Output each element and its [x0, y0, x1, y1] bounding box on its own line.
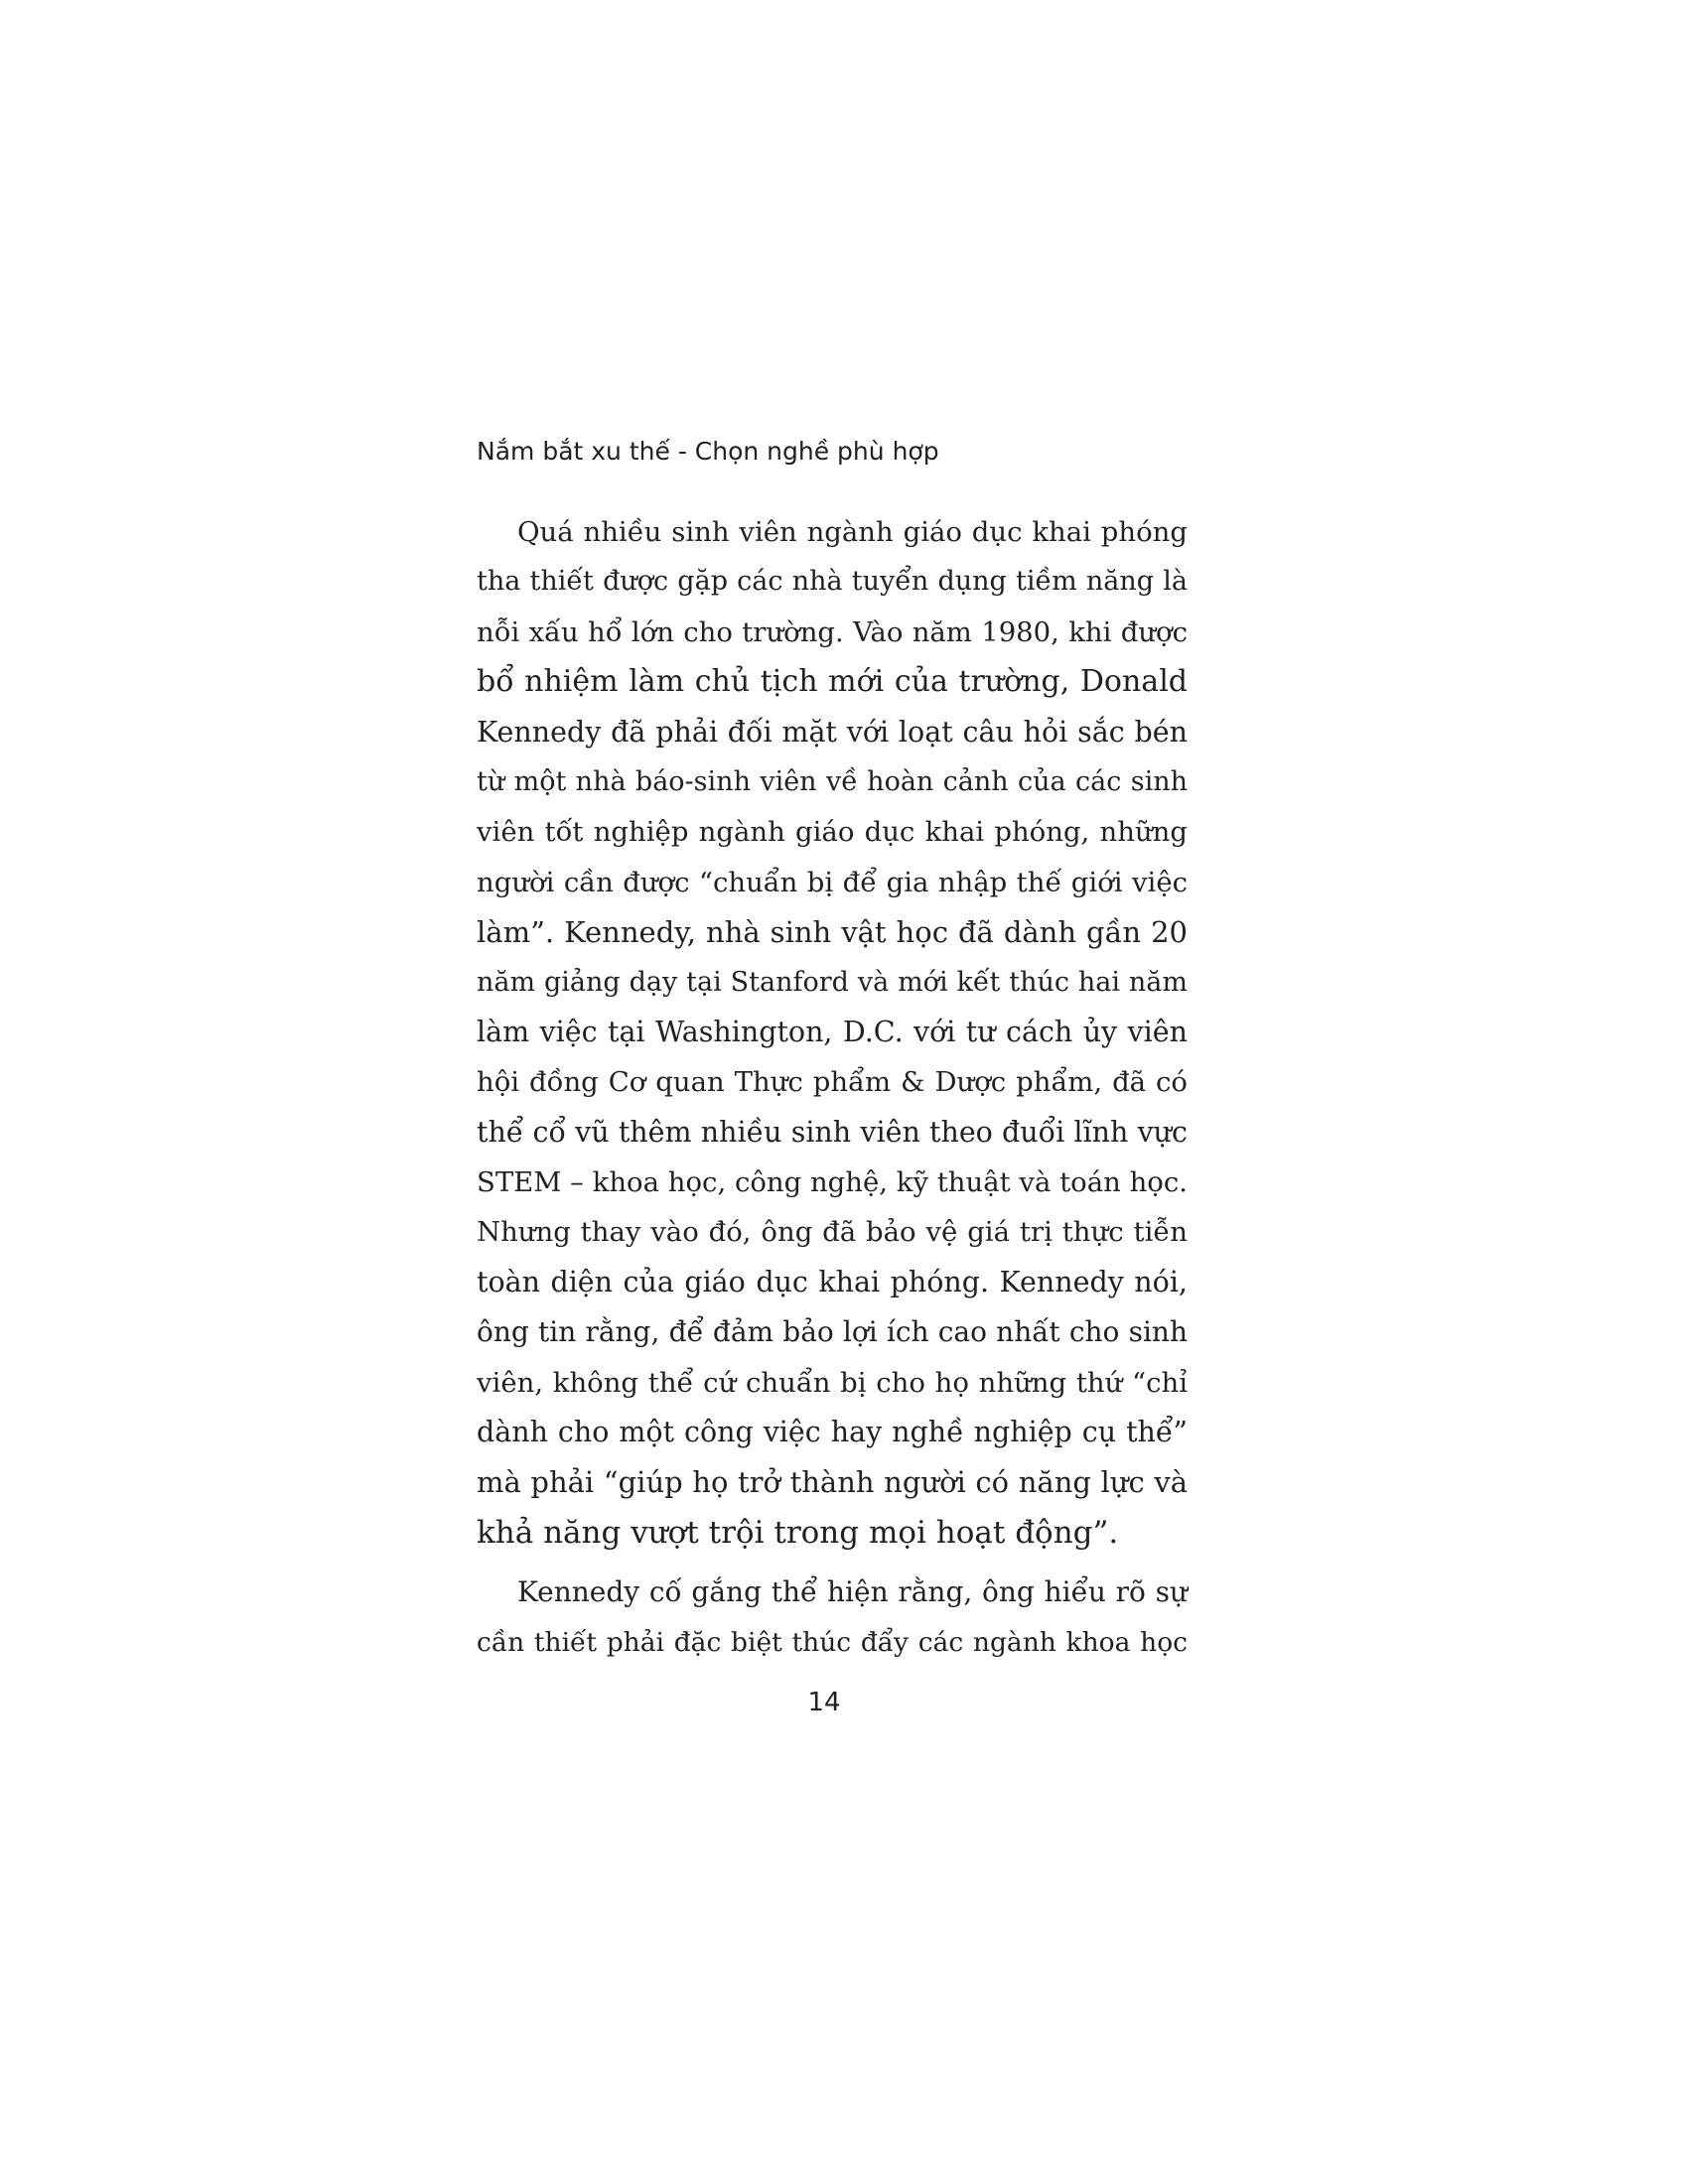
- text-line: người cần được “chuẩn bị để gia nhập thế giới việc: [477, 866, 1188, 898]
- running-header: Nắm bắt xu thế - Chọn nghề phù hợp: [477, 437, 939, 466]
- paragraph-2: [477, 1568, 1188, 1668]
- paragraph-spacer: [477, 1558, 1188, 1568]
- page-number: 14: [807, 1688, 841, 1717]
- text-line: Kennedy đã phải đối mặt với loạt câu hỏi sắc bén: [477, 715, 1188, 749]
- text-line: Quá nhiều sinh viên ngành giáo dục khai phóng: [517, 516, 1188, 548]
- text-line: toàn diện của giáo dục khai phóng. Kennedy nói,: [477, 1265, 1188, 1298]
- text-line: viên tốt nghiệp ngành giáo dục khai phóng, những: [477, 816, 1188, 849]
- text-line: thể cổ vũ thêm nhiều sinh viên theo đuổi lĩnh vực: [477, 1115, 1188, 1149]
- text-line: Kennedy cố gắng thể hiện rằng, ông hiểu rõ sự: [517, 1575, 1188, 1609]
- text-line: mà phải “giúp họ trở thành người có năng lực và: [477, 1465, 1188, 1500]
- text-line: khả năng vượt trội trong mọi hoạt động”.: [477, 1514, 1119, 1551]
- text-line: dành cho một công việc hay nghề nghiệp cụ thể”: [477, 1416, 1188, 1449]
- text-line: Nhưng thay vào đó, ông đã bảo vệ giá trị thực tiễn: [477, 1216, 1188, 1249]
- text-line: STEM – khoa học, công nghệ, kỹ thuật và toán học.: [477, 1166, 1188, 1199]
- text-line: làm”. Kennedy, nhà sinh vật học đã dành gần 20: [477, 915, 1188, 950]
- text-line: tha thiết được gặp các nhà tuyển dụng tiềm năng là: [477, 566, 1188, 598]
- text-line: nỗi xấu hổ lớn cho trường. Vào năm 1980, khi được: [477, 615, 1188, 648]
- text-line: từ một nhà báo-sinh viên về hoàn cảnh của các sinh: [477, 765, 1188, 797]
- text-line: ông tin rằng, để đảm bảo lợi ích cao nhất cho sinh: [477, 1315, 1188, 1349]
- text-line: hội đồng Cơ quan Thực phẩm & Dược phẩm, đã có: [477, 1066, 1188, 1099]
- text-line: viên, không thể cứ chuẩn bị cho họ những thứ “chỉ: [477, 1366, 1188, 1399]
- text-line: bổ nhiệm làm chủ tịch mới của trường, Donald: [477, 664, 1188, 700]
- paragraph-1: [477, 507, 1188, 1558]
- text-line: làm việc tại Washington, D.C. với tư cách ủy viên: [477, 1015, 1188, 1048]
- text-line: năm giảng dạy tại Stanford và mới kết thúc hai năm: [477, 966, 1188, 998]
- text-line: cần thiết phải đặc biệt thúc đẩy các ngành khoa học: [477, 1626, 1188, 1658]
- body-text: [477, 507, 1188, 1668]
